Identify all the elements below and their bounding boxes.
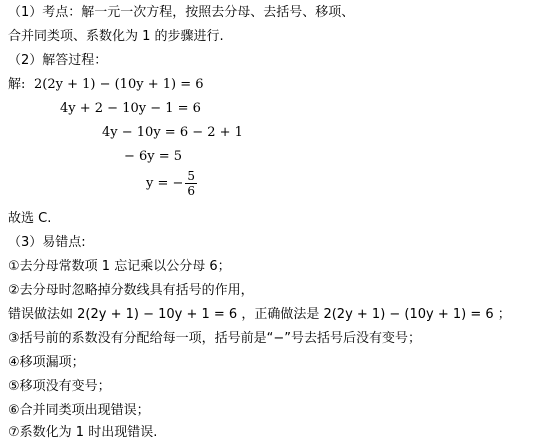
knowledge-point-line-2: 合并同类项、系数化为 1 的步骤进行. [8,29,224,44]
mistake-item-6: ⑥合并同类项出现错误； [8,403,150,418]
solve-prefix: 解: [8,77,26,92]
mistake-item-3: ③括号前的系数没有分配给每一项，括号前是“−”号去括号后没有变号； [8,331,422,346]
answer-choice: 故选 C. [8,211,52,226]
final-fraction [185,169,197,198]
final-equation-lhs: y = − [146,176,184,191]
mistake-item-5: ⑤移项没有变号； [8,379,111,394]
fraction-numerator: 5 [187,169,196,183]
equation-step-2: 4y + 2 − 10y − 1 = 6 [60,101,201,116]
equation-step-4: − 6y = 5 [124,149,183,164]
equation-step-1: 2(2y + 1) − (10y + 1) = 6 [34,77,204,92]
final-equation [146,166,197,202]
mistake-item-4: ④移项漏项； [8,355,85,370]
mistake-item-1: ①去分母常数项 1 忘记乘以公分母 6； [8,259,231,274]
equation-step-3: 4y − 10y = 6 − 2 + 1 [102,125,243,140]
common-mistakes-heading: （3）易错点: [8,235,86,250]
mistake-item-2: ②去分母时忽略掉分数线具有括号的作用， [8,283,254,298]
mistake-item-7: ⑦系数化为 1 时出现错误. [8,425,158,440]
mistake-item-2-detail: 错误做法如 2(2y + 1) − 10y + 1 = 6 ，正确做法是 2(2y + 1) − (10y + 1) = 6 ； [8,307,511,322]
knowledge-point-line-1: （1）考点：解一元一次方程，按照去分母、去括号、移项、 [8,5,355,20]
solution-heading: （2）解答过程： [8,53,108,68]
fraction-denominator: 6 [187,184,196,198]
